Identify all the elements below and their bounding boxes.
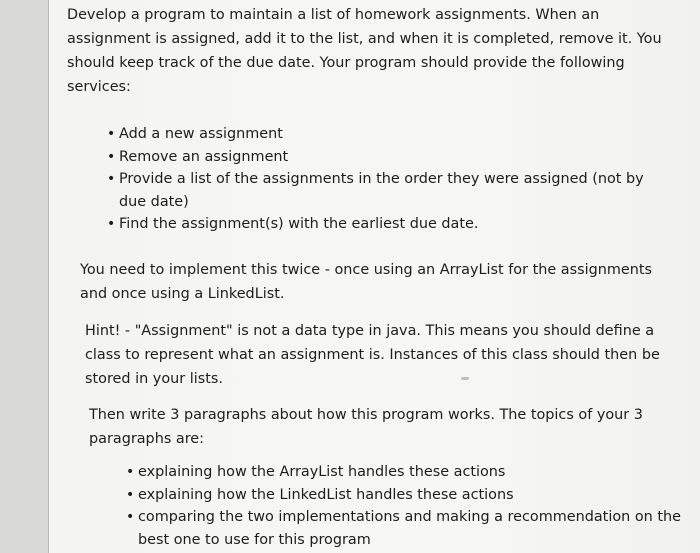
bullet-icon: • <box>126 486 135 503</box>
implementation-line-2: and once using a LinkedList. <box>80 286 285 302</box>
intro-line-1: Develop a program to maintain a list of homework assignments. When an <box>67 7 600 23</box>
document-page <box>48 0 700 553</box>
topic-3-text-line-2: best one to use for this program <box>138 531 371 548</box>
implementation-paragraph <box>80 258 652 306</box>
topic-3-text-line-1: comparing the two implementations and making a recommendation on the <box>138 509 681 525</box>
service-3-text-line-1: Provide a list of the assignments in the order they were assigned (not by <box>119 171 644 187</box>
bullet-icon: • <box>107 126 116 142</box>
services-list-item <box>107 146 644 169</box>
bullet-icon: • <box>126 464 135 480</box>
topics-list-item <box>126 461 681 484</box>
hint-line-2: class to represent what an assignment is. Instances of this class should then be <box>85 347 660 363</box>
page-smudge <box>461 377 469 380</box>
service-4-text: Find the assignment(s) with the earliest due date. <box>119 216 479 232</box>
hint-line-3: stored in your lists. <box>85 371 223 387</box>
intro-line-2: assignment is assigned, add it to the list, and when it is completed, remove it. You <box>67 31 662 47</box>
services-list-item <box>107 213 644 236</box>
services-list <box>107 123 644 236</box>
bullet-icon: • <box>107 171 116 187</box>
service-3-text-line-2: due date) <box>119 193 189 210</box>
topic-1-text: explaining how the ArrayList handles these actions <box>138 464 506 480</box>
implementation-line-1: You need to implement this twice - once using an ArrayList for the assignments <box>80 262 652 278</box>
bullet-icon: • <box>107 148 116 165</box>
hint-paragraph <box>85 319 660 391</box>
paragraphs-task-line-2: paragraphs are: <box>89 431 205 447</box>
services-list-item <box>107 123 644 146</box>
intro-line-4: services: <box>67 79 131 95</box>
services-list-item <box>107 168 644 213</box>
paragraphs-task <box>89 403 643 451</box>
bullet-icon: • <box>126 509 135 525</box>
topics-list <box>126 461 681 551</box>
paragraphs-task-line-1: Then write 3 paragraphs about how this program works. The topics of your 3 <box>89 407 643 423</box>
hint-line-1: Hint! - "Assignment" is not a data type in java. This means you should define a <box>85 323 655 339</box>
service-1-text: Add a new assignment <box>119 126 283 142</box>
bullet-icon: • <box>107 216 116 232</box>
topics-list-item <box>126 484 681 507</box>
topic-2-text: explaining how the LinkedList handles these actions <box>138 486 514 503</box>
service-2-text: Remove an assignment <box>119 148 289 165</box>
intro-line-3: should keep track of the due date. Your program should provide the following <box>67 55 625 71</box>
intro-paragraph <box>67 3 662 99</box>
topics-list-item <box>126 506 681 551</box>
